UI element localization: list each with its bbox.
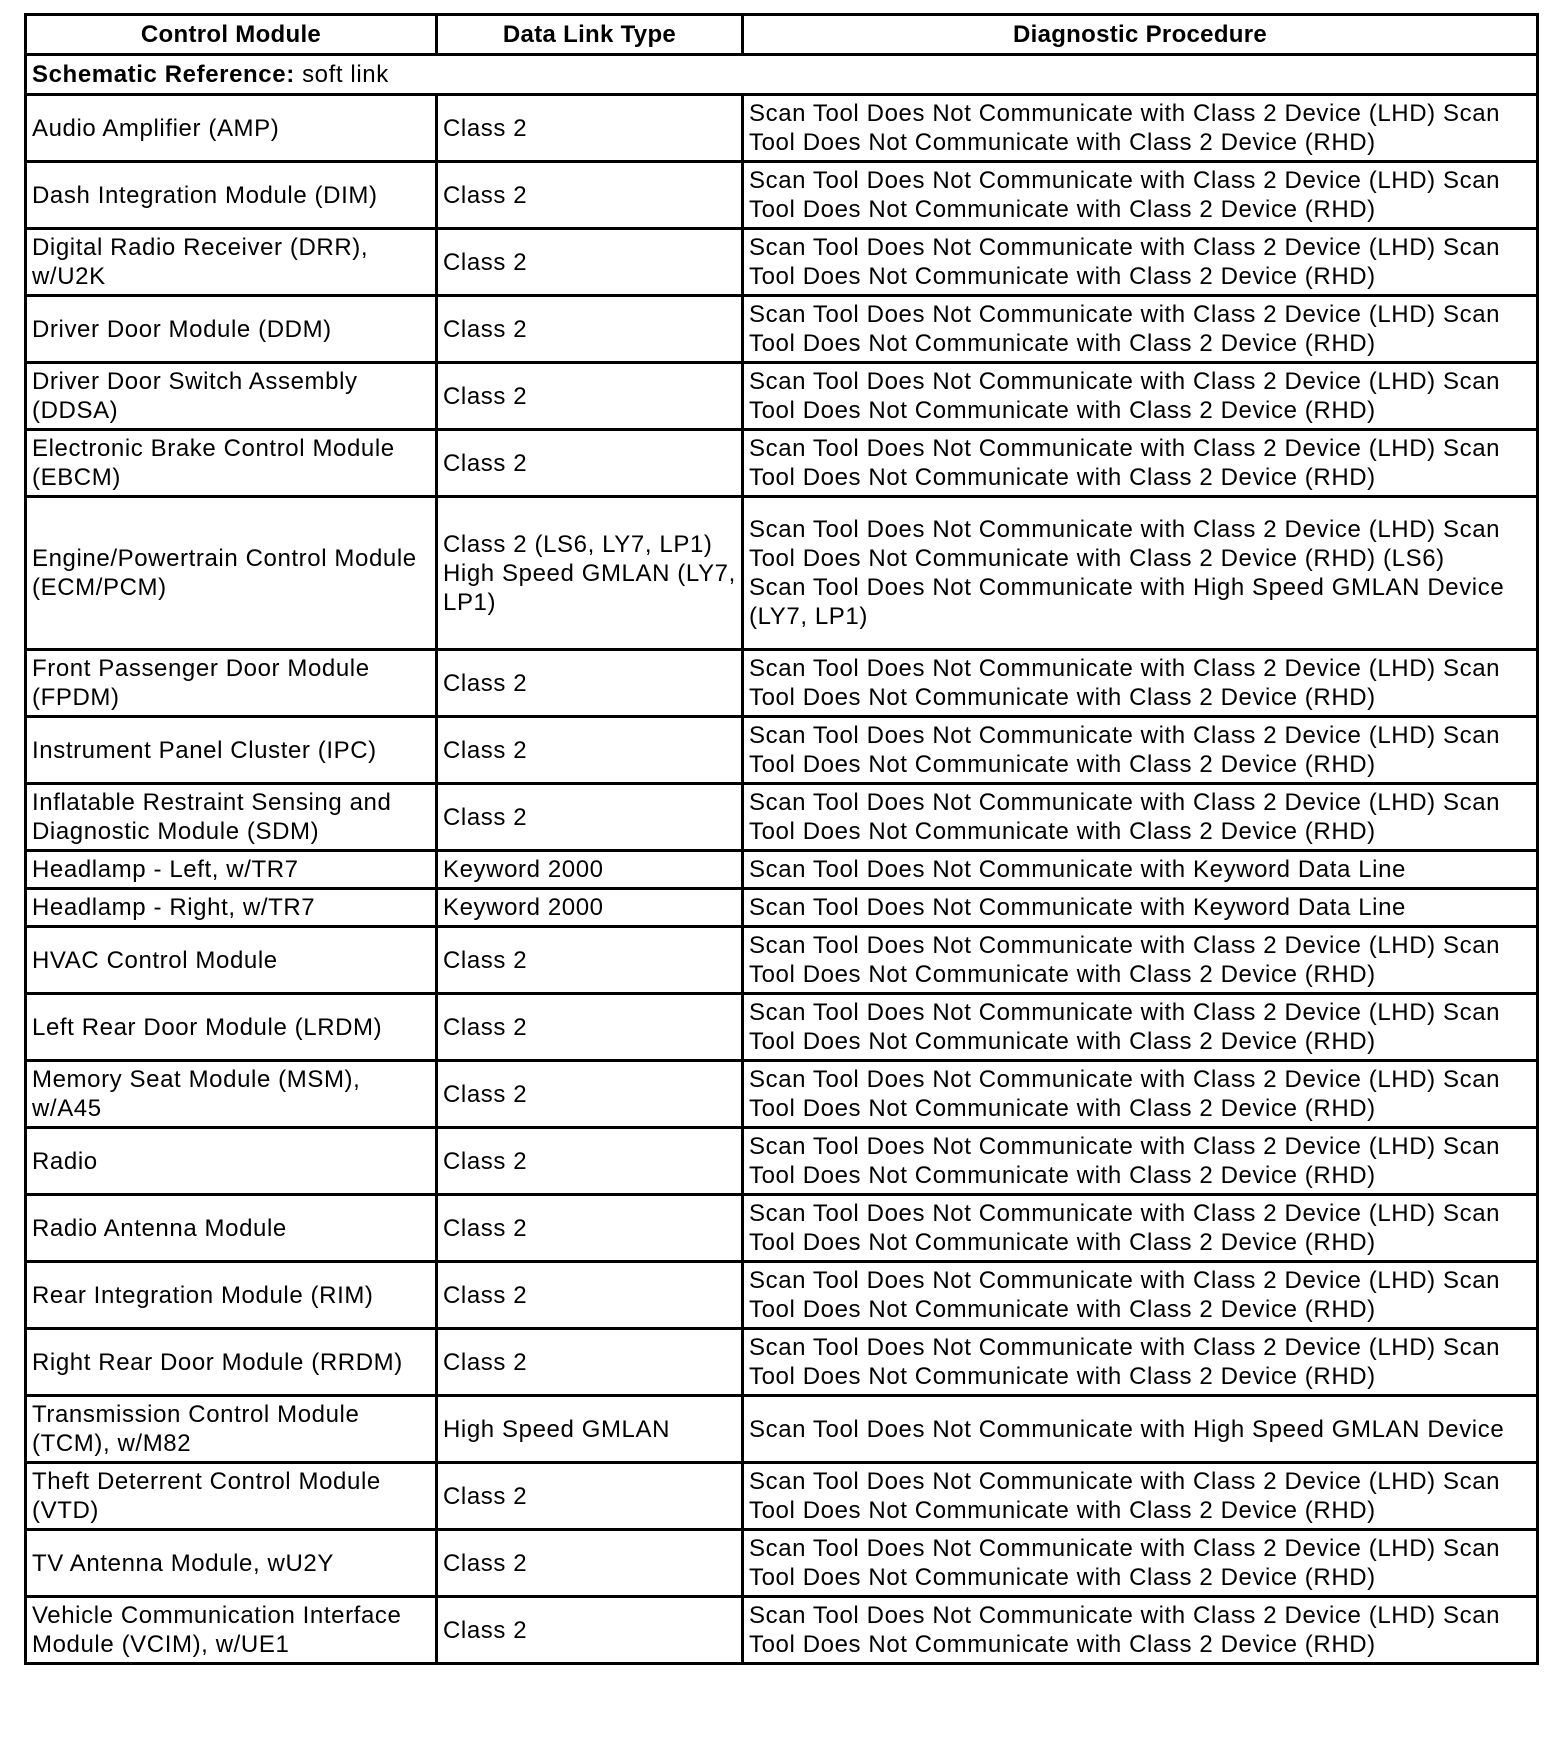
module-cell: Radio bbox=[26, 1128, 437, 1195]
schematic-reference-link[interactable]: soft link bbox=[302, 61, 389, 88]
table-row bbox=[26, 1195, 1538, 1262]
procedure-cell[interactable]: Scan Tool Does Not Communicate with Class 2 Device (LHD) Scan Tool Does Not Communicate with Class 2 Device (RHD) bbox=[743, 1329, 1538, 1396]
link-type-cell: Class 2 bbox=[437, 1195, 743, 1262]
module-cell: Dash Integration Module (DIM) bbox=[26, 162, 437, 229]
table-row bbox=[26, 994, 1538, 1061]
table-row bbox=[26, 229, 1538, 296]
link-type-cell: Class 2 bbox=[437, 95, 743, 162]
link-type-cell bbox=[437, 497, 743, 650]
procedure-cell[interactable]: Scan Tool Does Not Communicate with Keyword Data Line bbox=[743, 889, 1538, 927]
link-type-cell: Class 2 bbox=[437, 994, 743, 1061]
table-row bbox=[26, 784, 1538, 851]
procedure-cell[interactable]: Scan Tool Does Not Communicate with Class 2 Device (LHD) Scan Tool Does Not Communicate with Class 2 Device (RHD) bbox=[743, 1262, 1538, 1329]
procedure-line[interactable]: Scan Tool Does Not Communicate with Class 2 Device (LHD) Scan Tool Does Not Communicate with Class 2 Device (RHD) (LS6) bbox=[749, 516, 1501, 572]
link-type-cell: Class 2 bbox=[437, 1262, 743, 1329]
procedure-cell[interactable]: Scan Tool Does Not Communicate with Keyword Data Line bbox=[743, 851, 1538, 889]
procedure-cell[interactable]: Scan Tool Does Not Communicate with Class 2 Device (LHD) Scan Tool Does Not Communicate with Class 2 Device (RHD) bbox=[743, 994, 1538, 1061]
module-cell: Radio Antenna Module bbox=[26, 1195, 437, 1262]
procedure-line[interactable]: Scan Tool Does Not Communicate with High Speed GMLAN Device (LY7, LP1) bbox=[749, 574, 1505, 630]
table-row bbox=[26, 1396, 1538, 1463]
module-cell: Digital Radio Receiver (DRR), w/U2K bbox=[26, 229, 437, 296]
module-cell: Front Passenger Door Module (FPDM) bbox=[26, 650, 437, 717]
procedure-cell[interactable]: Scan Tool Does Not Communicate with Class 2 Device (LHD) Scan Tool Does Not Communicate with Class 2 Device (RHD) bbox=[743, 1530, 1538, 1597]
procedure-cell[interactable]: Scan Tool Does Not Communicate with Class 2 Device (LHD) Scan Tool Does Not Communicate with Class 2 Device (RHD) bbox=[743, 650, 1538, 717]
schematic-reference-row bbox=[26, 55, 1538, 95]
header-diagnostic-procedure: Diagnostic Procedure bbox=[743, 15, 1538, 55]
link-type-cell: Class 2 bbox=[437, 430, 743, 497]
link-type-cell: Class 2 bbox=[437, 1128, 743, 1195]
link-type-cell: Class 2 bbox=[437, 1329, 743, 1396]
header-control-module: Control Module bbox=[26, 15, 437, 55]
link-type-cell: Class 2 bbox=[437, 717, 743, 784]
module-cell: Right Rear Door Module (RRDM) bbox=[26, 1329, 437, 1396]
table-row bbox=[26, 162, 1538, 229]
table-row bbox=[26, 1530, 1538, 1597]
table-row bbox=[26, 1128, 1538, 1195]
link-type-cell: Class 2 bbox=[437, 1061, 743, 1128]
procedure-cell[interactable]: Scan Tool Does Not Communicate with Class 2 Device (LHD) Scan Tool Does Not Communicate with Class 2 Device (RHD) bbox=[743, 162, 1538, 229]
procedure-cell[interactable]: Scan Tool Does Not Communicate with Class 2 Device (LHD) Scan Tool Does Not Communicate with Class 2 Device (RHD) bbox=[743, 784, 1538, 851]
table-row bbox=[26, 650, 1538, 717]
module-cell: Instrument Panel Cluster (IPC) bbox=[26, 717, 437, 784]
link-type-cell: Keyword 2000 bbox=[437, 851, 743, 889]
link-type-cell: Class 2 bbox=[437, 927, 743, 994]
module-cell: Audio Amplifier (AMP) bbox=[26, 95, 437, 162]
module-cell: Headlamp - Right, w/TR7 bbox=[26, 889, 437, 927]
link-type-cell: Class 2 bbox=[437, 1530, 743, 1597]
table-row bbox=[26, 497, 1538, 650]
procedure-cell[interactable]: Scan Tool Does Not Communicate with Class 2 Device (LHD) Scan Tool Does Not Communicate with Class 2 Device (RHD) bbox=[743, 927, 1538, 994]
table-row bbox=[26, 927, 1538, 994]
schematic-reference-cell bbox=[26, 55, 1538, 95]
table-row bbox=[26, 430, 1538, 497]
module-cell: Driver Door Module (DDM) bbox=[26, 296, 437, 363]
header-data-link-type: Data Link Type bbox=[437, 15, 743, 55]
module-cell: TV Antenna Module, wU2Y bbox=[26, 1530, 437, 1597]
link-type-cell: Class 2 bbox=[437, 296, 743, 363]
link-type-cell: Class 2 bbox=[437, 1463, 743, 1530]
link-type-cell: Class 2 bbox=[437, 784, 743, 851]
table-row bbox=[26, 1329, 1538, 1396]
link-type-cell: Class 2 bbox=[437, 162, 743, 229]
module-cell: Theft Deterrent Control Module (VTD) bbox=[26, 1463, 437, 1530]
procedure-cell[interactable]: Scan Tool Does Not Communicate with Class 2 Device (LHD) Scan Tool Does Not Communicate with Class 2 Device (RHD) bbox=[743, 1195, 1538, 1262]
link-type-cell: Keyword 2000 bbox=[437, 889, 743, 927]
table-row bbox=[26, 889, 1538, 927]
link-type-cell: Class 2 bbox=[437, 1597, 743, 1664]
procedure-cell bbox=[743, 497, 1538, 650]
module-cell: Memory Seat Module (MSM), w/A45 bbox=[26, 1061, 437, 1128]
table-row bbox=[26, 1463, 1538, 1530]
procedure-cell[interactable]: Scan Tool Does Not Communicate with Class 2 Device (LHD) Scan Tool Does Not Communicate with Class 2 Device (RHD) bbox=[743, 296, 1538, 363]
procedure-cell[interactable]: Scan Tool Does Not Communicate with High Speed GMLAN Device bbox=[743, 1396, 1538, 1463]
module-cell: HVAC Control Module bbox=[26, 927, 437, 994]
procedure-cell[interactable]: Scan Tool Does Not Communicate with Class 2 Device (LHD) Scan Tool Does Not Communicate with Class 2 Device (RHD) bbox=[743, 95, 1538, 162]
module-cell: Driver Door Switch Assembly (DDSA) bbox=[26, 363, 437, 430]
module-cell: Transmission Control Module (TCM), w/M82 bbox=[26, 1396, 437, 1463]
table-header-row bbox=[26, 15, 1538, 55]
link-type-cell: High Speed GMLAN bbox=[437, 1396, 743, 1463]
procedure-cell[interactable]: Scan Tool Does Not Communicate with Class 2 Device (LHD) Scan Tool Does Not Communicate with Class 2 Device (RHD) bbox=[743, 363, 1538, 430]
table-row bbox=[26, 851, 1538, 889]
table-row bbox=[26, 95, 1538, 162]
procedure-cell[interactable]: Scan Tool Does Not Communicate with Class 2 Device (LHD) Scan Tool Does Not Communicate with Class 2 Device (RHD) bbox=[743, 1128, 1538, 1195]
procedure-cell[interactable]: Scan Tool Does Not Communicate with Class 2 Device (LHD) Scan Tool Does Not Communicate with Class 2 Device (RHD) bbox=[743, 430, 1538, 497]
link-type-line: High Speed GMLAN (LY7, LP1) bbox=[443, 559, 736, 616]
module-cell: Inflatable Restraint Sensing and Diagnostic Module (SDM) bbox=[26, 784, 437, 851]
table-row bbox=[26, 363, 1538, 430]
module-cell: Headlamp - Left, w/TR7 bbox=[26, 851, 437, 889]
table-row bbox=[26, 1597, 1538, 1664]
procedure-cell[interactable]: Scan Tool Does Not Communicate with Class 2 Device (LHD) Scan Tool Does Not Communicate with Class 2 Device (RHD) bbox=[743, 1061, 1538, 1128]
table-row bbox=[26, 1262, 1538, 1329]
link-type-cell: Class 2 bbox=[437, 363, 743, 430]
schematic-reference-label: Schematic Reference: bbox=[32, 61, 295, 88]
module-cell: Vehicle Communication Interface Module (VCIM), w/UE1 bbox=[26, 1597, 437, 1664]
link-type-cell: Class 2 bbox=[437, 229, 743, 296]
procedure-cell[interactable]: Scan Tool Does Not Communicate with Class 2 Device (LHD) Scan Tool Does Not Communicate with Class 2 Device (RHD) bbox=[743, 717, 1538, 784]
module-cell: Engine/Powertrain Control Module (ECM/PCM) bbox=[26, 497, 437, 650]
module-cell: Rear Integration Module (RIM) bbox=[26, 1262, 437, 1329]
link-type-cell: Class 2 bbox=[437, 650, 743, 717]
procedure-cell[interactable]: Scan Tool Does Not Communicate with Class 2 Device (LHD) Scan Tool Does Not Communicate with Class 2 Device (RHD) bbox=[743, 229, 1538, 296]
table-row bbox=[26, 296, 1538, 363]
procedure-cell[interactable]: Scan Tool Does Not Communicate with Class 2 Device (LHD) Scan Tool Does Not Communicate with Class 2 Device (RHD) bbox=[743, 1597, 1538, 1664]
module-cell: Left Rear Door Module (LRDM) bbox=[26, 994, 437, 1061]
control-module-table bbox=[24, 13, 1539, 1665]
table-row bbox=[26, 1061, 1538, 1128]
table-row bbox=[26, 717, 1538, 784]
link-type-line: Class 2 (LS6, LY7, LP1) bbox=[443, 530, 713, 558]
procedure-cell[interactable]: Scan Tool Does Not Communicate with Class 2 Device (LHD) Scan Tool Does Not Communicate with Class 2 Device (RHD) bbox=[743, 1463, 1538, 1530]
module-cell: Electronic Brake Control Module (EBCM) bbox=[26, 430, 437, 497]
